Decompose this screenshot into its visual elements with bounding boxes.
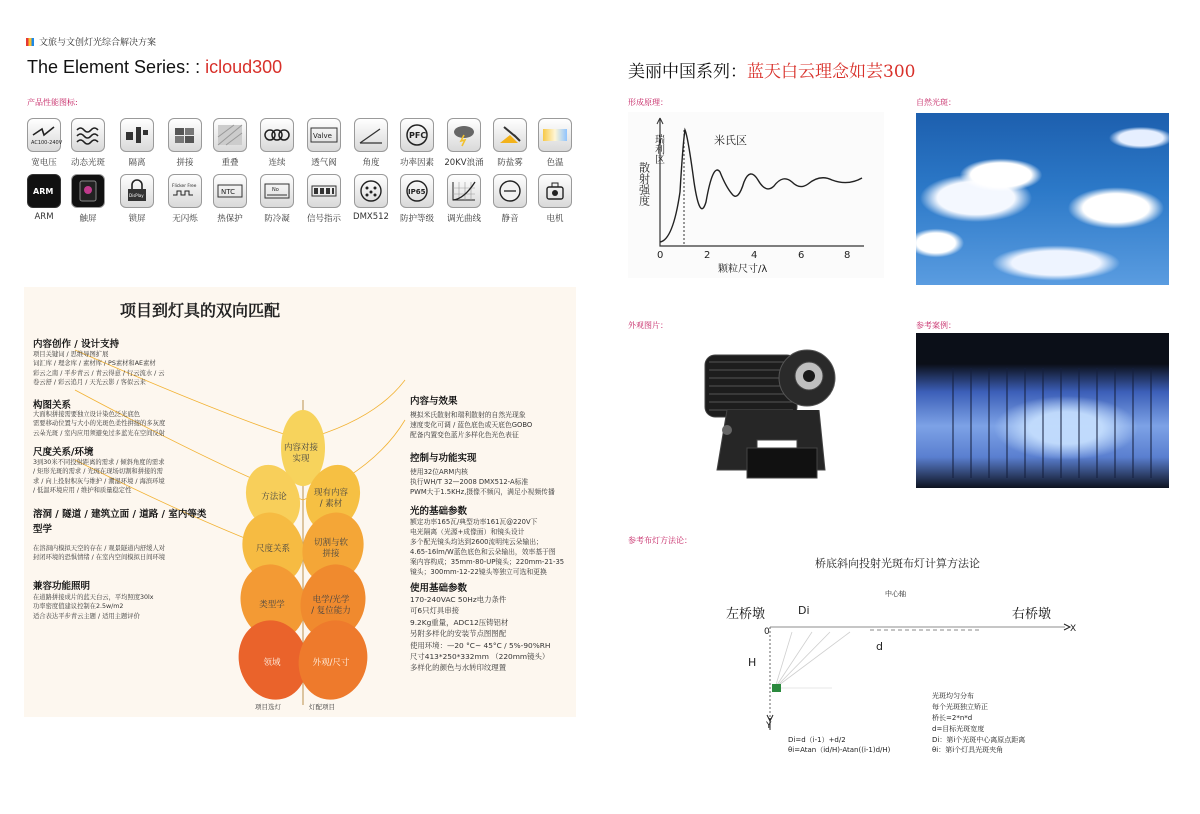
right-head-2: 光的基础参数	[410, 506, 468, 517]
graph-y-label-1: 散射强度	[637, 162, 651, 206]
feature-dynamic-spot: 动态光斑	[68, 118, 108, 168]
diagram-title: 桥底斜向投射光斑布灯计算方法论	[815, 557, 980, 570]
left-text-1: 大面积拼接需要独立设计染色泛光底色 需要移动位置与大小的光斑色柔性拼接的多灰度 云朵光斑 / 室内应用须避免过多蓝光在空间反射	[33, 411, 166, 437]
left-text-0: 项目关键词 / 思维导图扩展 词汇库 / 理念库 / 素材库 / PS素材和AE素材 彩云之南 / 平步青云 / 青云得意 / 行云流水 / 云 卷云舒 / 彩云追月 / 天光云影 / 客似云来	[33, 351, 165, 387]
sky-clouds-photo	[916, 113, 1169, 285]
breather-valve-icon	[307, 118, 341, 152]
svg-text:2: 2	[704, 250, 711, 261]
left-head-3: 溶洞 / 隧道 / 建筑立面 / 道路 / 室内等类型学	[33, 509, 207, 535]
icons-section-label: 产品性能图标:	[27, 98, 78, 107]
svg-text:左桥墩: 左桥墩	[726, 607, 766, 622]
svg-text:Di：第i个光斑中心离原点距离: Di：第i个光斑中心离原点距离	[932, 736, 1026, 744]
feature-surge: 20KV浪涌	[444, 118, 484, 168]
left-text-3: 在溶洞内模拟天空的存在 / 观景隧道内舒缓人对 封闭环境的恐惧情绪 / 在室内空间模拟日间环境	[33, 545, 166, 562]
feature-signal-indicator: 信号指示	[304, 174, 344, 224]
leaf-label-method: 方法论	[261, 492, 287, 502]
matching-title: 项目到灯具的双向匹配	[119, 301, 280, 320]
svg-text:中心轴: 中心轴	[885, 590, 906, 598]
feature-isolation: 隔离	[117, 118, 157, 168]
svg-text:H: H	[748, 656, 757, 669]
splice-icon	[168, 118, 202, 152]
feature-arm: ARM ARM	[24, 174, 64, 222]
ip65-icon	[400, 174, 434, 208]
angle-icon	[354, 118, 388, 152]
svg-text:Di: Di	[798, 604, 810, 617]
bridge-diagram	[720, 580, 1080, 770]
left-head-1: 构图关系	[33, 400, 72, 411]
leaf-label-existing: 现有内容 / 素材	[313, 488, 348, 509]
svg-text:AC100-240V: AC100-240V	[31, 140, 63, 146]
svg-text:PFC: PFC	[409, 131, 427, 140]
leaf-label-domain: 领域	[263, 658, 281, 668]
leaf-label-content: 内容对接 实现	[283, 443, 318, 464]
anti-condensation-icon	[260, 174, 294, 208]
leaf-label-electrical: 电学/光学 / 复位能力	[311, 595, 351, 616]
feature-overlap: 重叠	[210, 118, 250, 168]
isolation-icon	[120, 118, 154, 152]
color-temp-icon	[538, 118, 572, 152]
right-head-3: 使用基础参数	[410, 583, 468, 594]
feature-dimming-curve: 调光曲线	[444, 174, 484, 224]
natural-label: 自然光斑：	[916, 98, 956, 107]
surge-icon	[447, 118, 481, 152]
power-factor-icon	[400, 118, 434, 152]
svg-text:0: 0	[764, 627, 770, 637]
svg-text:每个光斑独立矫正: 每个光斑独立矫正	[932, 703, 988, 711]
feature-continuous: 连续	[257, 118, 297, 168]
feature-power-factor: PFC 功率因素	[397, 118, 437, 168]
case-label: 参考案例：	[916, 321, 956, 330]
leaf-label-cutting: 切割与软 拼接	[313, 538, 348, 559]
silent-icon	[493, 174, 527, 208]
svg-text:Flicker Free: Flicker Free	[172, 184, 197, 189]
svg-text:X: X	[1070, 624, 1077, 634]
svg-text:桥长=2*n*d: 桥长=2*n*d	[932, 714, 973, 722]
svg-text:Valve: Valve	[313, 132, 332, 140]
feature-motor: 电机	[535, 174, 575, 224]
graph-rayleigh: 瑞利区	[652, 134, 664, 164]
right-title: 美丽中国系列：蓝天白云理念如芸300	[628, 62, 916, 82]
right-head-0: 内容与效果	[410, 396, 458, 407]
feature-ntc: NTC 热保护	[210, 174, 250, 224]
leaf-label-scale: 尺度关系	[255, 544, 290, 554]
svg-text:d=目标光斑宽度: d=目标光斑宽度	[932, 725, 985, 733]
flicker-free-icon	[168, 174, 202, 208]
thermal-protect-icon	[213, 174, 247, 208]
series-model: icloud300	[205, 57, 283, 77]
lock-screen-icon	[120, 174, 154, 208]
series-prefix: The Element Series: :	[27, 57, 206, 77]
wide-voltage-icon	[27, 118, 61, 152]
left-head-4: 兼容功能照明	[33, 581, 91, 592]
feature-flicker-free: Flicker Free 无闪烁	[165, 174, 205, 224]
svg-text:6: 6	[798, 250, 805, 261]
left-text-4: 在道路拼接成片的蓝天白云，平均照度30lx 功率密度值建议控制在2.5w/m2 适合表达平步青云主题 / 适用主题评价	[33, 594, 154, 620]
svg-text:θi=Atan（id/H)-Atan((i-1)d/H): θi=Atan（id/H)-Atan((i-1)d/H)	[788, 746, 891, 754]
graph-mie: 米氏区	[714, 134, 747, 147]
stem-label-left: 项目选灯	[255, 703, 281, 711]
motor-icon	[538, 174, 572, 208]
feature-lock-screen: DisPlay 锁屏	[117, 174, 157, 224]
left-head-2: 尺度关系/环境	[33, 447, 94, 458]
svg-text:IP65: IP65	[408, 188, 426, 196]
svg-text:ARM: ARM	[33, 187, 54, 196]
feature-anti-condensation: No 防冷凝	[257, 174, 297, 224]
svg-text:d: d	[876, 640, 883, 653]
touchscreen-icon	[71, 174, 105, 208]
scattering-graph	[628, 112, 884, 278]
continuous-icon	[260, 118, 294, 152]
leaf-label-typology: 类型学	[259, 600, 285, 610]
fence-projection	[936, 368, 1166, 478]
feature-touchscreen: 触屏	[68, 174, 108, 224]
signal-indicator-icon	[307, 174, 341, 208]
svg-text:Y: Y	[766, 721, 772, 731]
svg-text:No: No	[272, 187, 279, 193]
method-label: 参考布灯方法论：	[628, 536, 692, 545]
overlap-icon	[213, 118, 247, 152]
svg-text:NTC: NTC	[221, 188, 235, 196]
feature-wide-voltage: AC100-240V 宽电压	[24, 118, 64, 168]
svg-text:右桥墩: 右桥墩	[1012, 607, 1052, 622]
feature-angle: 角度	[351, 118, 391, 168]
leaf-label-appearance: 外观/尺寸	[312, 658, 350, 668]
dmx512-icon	[354, 174, 388, 208]
brand-text: 文旅与文创灯光综合解决方案	[39, 38, 157, 48]
svg-text:DisPlay: DisPlay	[129, 193, 144, 198]
feature-salt-spray: 防盐雾	[490, 118, 530, 168]
feature-splice: 拼接	[165, 118, 205, 168]
right-text-3: 170-240VAC 50Hz电力条件 可6只灯具串接 9.2Kg重量，ADC12压铸铝材 另附多样化的安装节点图图配 使用环境：—20 °C~ 45°C / 5%-90%RH 尺寸413*250*332mm （220mm镜头） 多样化的颜色与水转印纹理置	[410, 595, 551, 673]
feature-color-temp: 色温	[535, 118, 575, 168]
appearance-label: 外观图片：	[628, 321, 668, 330]
brand-mark-icon	[26, 38, 34, 46]
feature-silent: 静音	[490, 174, 530, 224]
salt-spray-icon	[493, 118, 527, 152]
feature-dmx512: DMX512	[351, 174, 391, 222]
svg-text:8: 8	[844, 250, 851, 261]
arm-chip-icon	[27, 174, 61, 208]
dimming-curve-icon	[447, 174, 481, 208]
graph-x-label: 颗粒尺寸/λ	[718, 264, 768, 275]
svg-text:θi：第i个灯具光斑夹角: θi：第i个灯具光斑夹角	[932, 746, 1004, 754]
right-text-1: 使用32位ARM内核 执行WH/T 32—2008 DMX512-A标准 PWM大于1.5KHz,摄像不频闪，满足小视频传播	[410, 468, 555, 496]
dynamic-spot-icon	[71, 118, 105, 152]
svg-text:Di=d（i-1）+d/2: Di=d（i-1）+d/2	[788, 736, 846, 744]
reference-case-photo	[916, 333, 1169, 488]
svg-text:光斑均匀分布: 光斑均匀分布	[932, 692, 974, 700]
feature-ip65: IP65 防护等级	[397, 174, 437, 224]
svg-text:0: 0	[657, 250, 664, 261]
right-text-2: 额定功率165瓦/典型功率161瓦@220V下 电光隔离（光源+成像面）和镜头设计 多个配光镜头均达到2600流明纯云朵输出； 4.65-16lm/W蓝色底色和云朵输出，效率基于图 案内容构成；35mm-80-UP镜头；220mm-21-35 镜头；300mm-12-22镜头等独立可选和更换	[410, 518, 565, 576]
principle-label: 形成原理：	[628, 98, 668, 107]
right-head-1: 控制与功能实现	[410, 453, 477, 464]
left-text-2: 3到30米不同投射距离的需求 / 倾斜角度的需求 / 矩形光斑的需求 / 光斑在现场切割和拼接的需 求 / 向上投射积灰与维护 / 潮湿环境 / 海滨环境 / 低温环境应用 / 维护和质量稳定性	[33, 459, 165, 495]
feature-valve: Valve 透气阀	[304, 118, 344, 168]
projector-fixture-photo	[697, 330, 842, 495]
series-title	[27, 57, 282, 78]
right-text-0: 模拟米氏散射和瑞利散射的自然光现象 速度变化可调 / 蓝色底色或天底色GOBO 配备内置变色蓝片多样化色光色表征	[410, 411, 533, 439]
stem-label-right: 灯配项目	[309, 703, 335, 711]
svg-text:4: 4	[751, 250, 758, 261]
left-head-0: 内容创作 / 设计支持	[33, 339, 120, 350]
